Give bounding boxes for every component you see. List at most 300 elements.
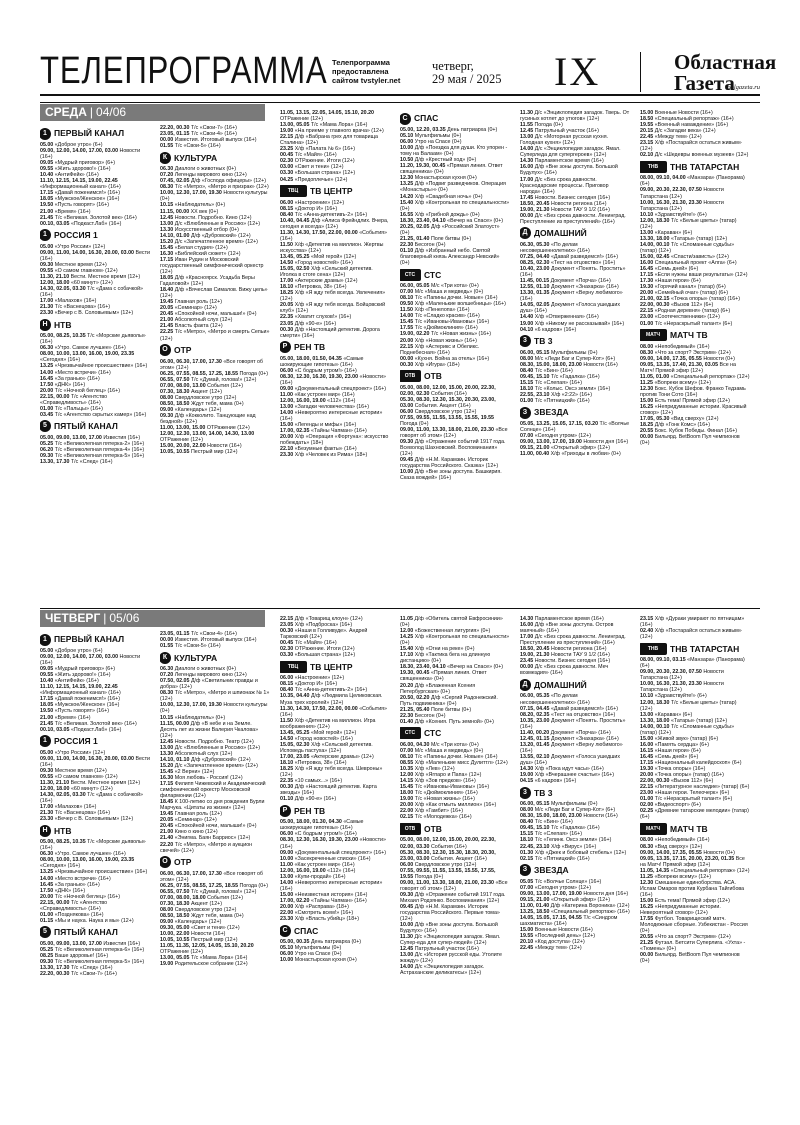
program-listing: 17.00, 02.35 «Тайны Чапман» (16+) xyxy=(280,428,367,435)
program-listing: 18.30, 23.40, 04.10 «Вечер на Спасе» (0+) xyxy=(400,217,504,224)
program-listing: 09.30 Д/ф «Отражение событий 1917 года. Всеволод Шахновский. Воспоминания» (12+) xyxy=(400,439,506,458)
program-listing: 10.40 «АнтиФейк» (16+) xyxy=(40,172,99,179)
program-listing: 15.45 Т/с «Ивановы-Ивановы» (16+) xyxy=(400,319,490,326)
channel-logo-icon: СТС xyxy=(400,727,421,739)
program-listing: 08.30 Т/с «Метро», «Метро и шпионаж № 1» (12+) xyxy=(160,690,270,703)
program-listing: 13.00, 05.05 Т/с «Мама Лора» (16+) xyxy=(160,955,248,962)
program-listing: 09.00, 11.00, 14.00, 16.30, 20.00, 03.00 Вести (16+) xyxy=(40,249,150,262)
program-listing: 12.30 Монастырская кухня (0+) xyxy=(400,175,477,182)
program-listing: 19.30 «Точка опоры» (16+) xyxy=(640,766,706,773)
program-listing: 00.00 Бильярд. BetBoom Пул чемпионов (0+) xyxy=(640,952,740,965)
program-listing: 05.00, 12.20, 03.35 День патриарха (0+) xyxy=(400,127,498,133)
program-listing: 07.30, 18.30 Акцент (12+) xyxy=(160,900,223,907)
program-listing: 13.30, 17.30 Т/с «След» (16+) xyxy=(40,459,113,466)
program-listing: 19.00, 21.30 Новости ТАУ 9 1/2 (16+) xyxy=(520,652,610,659)
program-listing: 00.30 Х/ф «Игура» (18+) xyxy=(400,361,460,368)
program-listing: 10.40, 04.45 Д/ф «Алиса Фрейндлих. Вчера, сегодня и всегда» (12+) xyxy=(280,217,389,230)
program-listing: 14.30, 02.05, 03.30 Т/с «Дама с собачкой» (16+) xyxy=(40,791,143,805)
day-divider xyxy=(40,102,760,103)
program-listing: 10.00, 16.30, 21.30, 23.30 Новости Татарстана (12+) xyxy=(640,681,724,694)
channel-header xyxy=(280,341,390,354)
program-listing: 12.45 Патрульный участок (16+) xyxy=(400,946,479,953)
channel-name: ТНВ ТАТАРСТАН xyxy=(670,161,740,172)
channel-header xyxy=(40,824,150,837)
program-listing: 12.55, 01.10 Документ «Знахарка» (16+) xyxy=(520,284,619,291)
program-listing: 18.45 К 100-летию со дня рождения Бурли Марчука. «Цитаты из жизни» (12+) xyxy=(160,799,265,812)
program-listing: 18.10 «Петровка, 38» (16+) xyxy=(280,284,347,291)
program-listing: 19.50 «Пусть говорят» (16+) xyxy=(40,708,109,715)
program-listing: 14.05, 02.05 Документ «Голоса ушедших душ» (16+) xyxy=(520,302,621,315)
program-listing: 17.05, 05.30 «Вид сверху» (12+) xyxy=(640,416,719,423)
program-listing: 21.00 «Время» (16+) xyxy=(40,714,91,721)
channel-logo-icon: ТНВ xyxy=(640,161,667,173)
program-listing: 11.30, 14.30, 17.50, 22.00, 00.00 «События» (16+) xyxy=(280,705,387,718)
program-listing: 22.15 «Родная деревня» (татар) (6+) xyxy=(640,308,731,315)
program-listing: 11.25 «Вопреки всему» (12+) xyxy=(640,873,712,880)
program-listing: 06.00 Свердловское утро (12+) xyxy=(400,408,477,415)
channel-header xyxy=(640,642,750,655)
program-listing: 00.00 Д/с «Без срока давности. Ленинград. Преступление из преступлений» (16+) xyxy=(520,212,626,225)
program-listing: 08.50, 18.50 Ждут тебя, мама (0+) xyxy=(160,912,244,919)
program-listing: 08.55 Х/ф «Маленькие мисс Дулиттл» (12+) xyxy=(400,759,508,766)
program-listing: 15.15 Т/с «Слепая» (16+) xyxy=(520,831,582,838)
program-listing: 11.05, 01.00 «Специальный репортаж» (12+) xyxy=(640,373,750,380)
channel-name: ТВ ЦЕНТР xyxy=(310,186,353,197)
program-listing: 07.25, 04.40 «Давай разведемся!» (16+) xyxy=(520,253,618,260)
program-listing: 11.10, 12.15, 14.15, 19.00, 22.45 «Информационный канал» (16+) xyxy=(40,178,121,191)
program-listing: 18.50 «Специальный репортаж» (16+) xyxy=(640,116,734,123)
channel-header xyxy=(640,822,750,835)
program-listing: 09.30 Т/с «Великолепная пятерка-5» (16+) xyxy=(40,453,145,460)
channel-name: МАТЧ ТВ xyxy=(670,823,708,834)
program-listing: 10.00 Монастырская кухня (0+) xyxy=(280,957,357,964)
program-listing: 13.25 «Чрезвычайное происшествие» (16+) xyxy=(40,869,148,876)
program-listing: 17.10 Х/ф «Тактика бега на длинную дистанцию» (0+) xyxy=(400,652,491,665)
program-listing: 07.55, 09.55, 11.55, 13.55, 15.55, 19.55 Погода (0+) xyxy=(400,414,494,428)
program-listing: 20.55 Бокс. Кубок Победы. Финал (16+) xyxy=(640,428,738,435)
program-listing: 09.00, 14.00, 17.35, 05.55 Новости (0+) xyxy=(640,355,735,362)
program-listing: 13.00 «Караван» (6+) xyxy=(640,229,693,236)
program-listing: 06.00, 05.15 Мультфильмы (0+) xyxy=(520,801,598,808)
channel-header xyxy=(160,344,270,357)
program-listing: 11.05, 14.35 «Специальный репортаж» (12+) xyxy=(640,867,750,874)
program-listing: 23.05 Д/ф «90-е» (16+) xyxy=(280,320,337,327)
program-listing: 15.00, 02.45 «Спасти/зависть» (12+) xyxy=(640,253,729,260)
program-listing: 15.05, 02.50 Х/ф «Сельский детектив. Иголка в стоге сена» (12+) xyxy=(280,266,373,279)
program-listing: 19.00 Х/ф «Вчерашнее счастье» (16+) xyxy=(520,772,615,779)
program-listing: 10.35, 04.40 Д/ф «Людмила Целиковская. Муза трех королей» (12+) xyxy=(280,693,383,706)
site-url: oblgazeta.ru xyxy=(727,84,760,91)
program-listing: 23.00 «Соотечественники» (12+) xyxy=(640,314,720,321)
program-listing: 19.00 «На приеме у главного врача» (12+) xyxy=(280,128,384,135)
program-listing: 13.00 Д/с «История русской еды. Утолите жажду» (12+) xyxy=(400,952,502,965)
channel-name: ТВ 3 xyxy=(534,787,553,798)
program-listing: 07.30, 18.30 Акцент (12+) xyxy=(160,388,223,395)
program-listing: 19.00 Родительское собрание (12+) xyxy=(160,961,248,968)
program-listing: 14.25 Х/ф «Контрольная по специальности» (0+) xyxy=(400,634,510,647)
program-listing: 08.00 М/с «Леди Баг и Супер-Кот» (6+) xyxy=(520,355,616,362)
program-listing: 17.00, 23.05 «Актерские драмы» (12+) xyxy=(280,753,374,760)
program-listing: 08.15 «Доктор И» (16+) xyxy=(280,205,338,212)
program-listing: 17.00 «Малахов» (16+) xyxy=(40,298,97,305)
program-listing: 22.20, 00.30 Т/с «Свои-7» (16+) xyxy=(160,125,237,131)
channel-name: СТС xyxy=(424,269,442,280)
program-listing: 17.00 Д/с «Без срока давности. Краснодарские процессы. Приговор народа» (16+) xyxy=(520,176,609,195)
section-title: ТЕЛЕПРОГРАММА xyxy=(40,50,328,92)
program-listing: 08.50, 18.50 Ждут тебя, мама (0+) xyxy=(160,400,244,407)
program-listing: 18.05 Д/ф «Красноярск. Усадьба Веры Гадаловой» (12+) xyxy=(160,275,255,288)
program-listing: 16.30 Моя любовь - Россия! (12+) xyxy=(160,774,243,781)
program-listing: 01.55 Т/с «Свои-5» (16+) xyxy=(160,643,221,650)
program-listing: 00.00 Д/с «Без срока давности. Меч возмездия» (16+) xyxy=(520,664,609,677)
program-listing: 09.15, 21.00 «Открытый эфир» (12+) xyxy=(520,445,611,452)
channel-header xyxy=(520,678,630,691)
program-listing: 21.00 Кино о кино (12+) xyxy=(160,829,218,836)
program-listing: 14.00 «Место встречи» (16+) xyxy=(40,369,111,376)
program-listing: 10.35, 23.00 Документ «Понять. Простить» (16+) xyxy=(520,717,626,730)
channel-name: РОССИЯ 1 xyxy=(54,230,98,241)
program-listing: 19.45 Главная роль (12+) xyxy=(160,811,222,818)
program-listing: 12.30 Бокс. Кубок Шефов. Франко Тедзамь против Тони Сото (16+) xyxy=(640,385,746,398)
program-listing: 08.25, 02.30 «Тест на отцовство» (16+) xyxy=(520,260,616,267)
program-listing: 07.50, 02.05 Д/ф «Светильник правды и добра» (12+) xyxy=(160,678,258,691)
program-listing: 05.00 «Утро России» (12+) xyxy=(40,243,106,250)
program-listing: 10.00 Д/ф «Вне зоны доступа. Большой Будулух» (16+) xyxy=(400,922,498,935)
masthead xyxy=(40,49,777,96)
listing-column xyxy=(520,616,630,1091)
program-listing: 18.00 Т/с «Дюймоклиния» (16+) xyxy=(400,790,478,797)
program-listing: 00.00 Известия. Итоговый выпуск (16+) xyxy=(160,637,257,644)
program-listing: 23.00 «Наши герои. Телеочерк» (6+) xyxy=(640,790,730,797)
channel-logo-icon: Р xyxy=(280,341,291,353)
program-listing: 22.25 Т/с «Метро», «Метро и смерть Сепьи» (12+) xyxy=(160,329,270,342)
program-listing: 11.00 «Как устроен мир» (16+) xyxy=(280,391,355,398)
channel-name: СТС xyxy=(424,728,442,739)
channel-logo-icon: ТВЦ xyxy=(280,185,307,197)
program-listing: 22.30 Бесогон (0+) xyxy=(400,241,446,248)
program-listing: 21.25, 05.40 Поле битвы (0+) xyxy=(400,706,472,713)
channel-header xyxy=(40,633,150,646)
program-listing: 04.15 «6 кадров» (16+) xyxy=(520,778,577,785)
channel-header xyxy=(400,370,510,383)
program-listing: 14.10, 01.10 Д/ф «Дубровский» (12+) xyxy=(160,756,251,763)
listing-column xyxy=(280,616,390,1091)
program-listing: 12.00, 12.30, 13.00, 14.00, 14.30, 13.00 ОТРажение (12+) xyxy=(160,431,255,444)
program-listing: 08.10 Т/с «Папины дочки. Новые» (16+) xyxy=(400,295,498,302)
program-listing: 00.10, 03.05 «Подкаст.Лаб» (16+) xyxy=(40,220,122,227)
program-listing: 15.45 Т/с «Ивановы-Ивановы» (16+) xyxy=(400,784,490,791)
program-listing: 00.45 Т/с «Майя» (16+) xyxy=(280,640,337,647)
program-listing: 13.30 Искусственный отбор (0+) xyxy=(160,226,239,233)
program-listing: 16.00 «Память сердца» (6+) xyxy=(640,741,710,748)
program-listing: 11.25 «Вопреки всему» (12+) xyxy=(640,379,712,386)
program-listing: 15.40 Х/ф «Огни на реке» (0+) xyxy=(400,646,475,653)
program-listing: 00.00 Бильярд. BetBoom Пул чемпионов (0+) xyxy=(640,434,740,447)
day-divider xyxy=(40,608,760,609)
program-listing: 05.25 Т/с «Великолепная пятерка-6» (16+) xyxy=(40,946,145,953)
program-listing: 09.05, 13.35, 17.40, 21.30, 03.05 Все на Матч! Прямой эфир (12+) xyxy=(640,361,737,374)
program-listing: 19.00 Х/ф «Никому не рассказывай» (16+) xyxy=(520,320,625,327)
program-listing: 02.00 «Видеоспорт» (6+) xyxy=(640,802,701,809)
program-listing: 05.00, 00.35 День патриарха (0+) xyxy=(280,939,362,946)
program-listing: 14.30, 02.05, 03.30 Т/с «Дама с собачкой» (16+) xyxy=(40,285,143,299)
channel-name: ОТР xyxy=(174,857,192,868)
program-listing: 03.45 Т/с «Агентство скрытых камер» (16+) xyxy=(40,411,147,418)
program-listing: 05.00, 08.25, 10.35 Т/с «Морские дьяволы» (16+) xyxy=(40,333,146,346)
program-listing: 06.00 «Настроение» (12+) xyxy=(280,199,345,206)
program-listing: 17.55 Т/с «Дюймоклиния» (16+) xyxy=(400,325,478,332)
program-listing: 20.00 «Семейный очаг» (татар) (6+) xyxy=(640,290,729,297)
program-listing: 15.20 Д/с «Запечатленное время» (12+) xyxy=(160,238,258,245)
program-listing: 18.40 Д/ф «Вячеслав Сималов. Вижу цель» (12+) xyxy=(160,287,268,300)
channel-name: ТВ 3 xyxy=(534,336,553,347)
day-name: ЧЕТВЕРГ xyxy=(45,611,101,625)
program-listing: 06.20 Т/с «Великолепная пятерка-4» (16+) xyxy=(40,446,145,453)
program-listing: 01.15 «Мы и наука. Наука и мы» (12+) xyxy=(40,917,134,924)
program-listing: 22.45 «Между тем» (12+) xyxy=(640,134,702,141)
program-listing: 12.00, 16.00, 19.00 «112» (16+) xyxy=(280,397,356,404)
listing-column xyxy=(40,631,150,1091)
channel-logo-icon: 1 xyxy=(40,735,51,747)
program-listing: 13.00 «Загадки человечества» (16+) xyxy=(280,404,369,411)
program-listing: 15.00 Военные Новости (16+) xyxy=(640,110,713,116)
program-listing: 08.40 Т/с «Анна-детективъ-2» (16+) xyxy=(280,211,368,218)
program-listing: 16.00 Д/ф «Вне зоны доступа. Большой Будулух» (16+) xyxy=(520,164,618,177)
channel-logo-icon: Д xyxy=(520,679,531,691)
program-listing: 17.00 «Малахов» (16+) xyxy=(40,804,97,811)
channel-logo-icon: Р xyxy=(280,805,291,817)
program-listing: 07.00, 08.00, 18.00 События (12+) xyxy=(160,894,243,901)
program-listing: 03.30 «Большая страна» (12+) xyxy=(280,170,356,177)
issue-weekday: четверг, xyxy=(432,59,474,73)
channel-name: ДОМАШНИЙ xyxy=(534,679,587,690)
program-listing: 14.00 «Место встречи» (16+) xyxy=(40,875,111,882)
program-listing: 07.00 «Сегодня утром» (12+) xyxy=(520,433,591,440)
channel-logo-icon: К xyxy=(160,652,171,664)
program-listing: 19.30, 00.45 «Прямая линия. Ответ священника» (0+) xyxy=(400,670,487,683)
program-listing: 09.00, 20.30, 22.30, 07.50 Новости Татарстана (12+) xyxy=(640,187,724,200)
program-listing: 15.45 «2 Верни» (12+) xyxy=(160,768,215,775)
program-listing: 16.25 «Непридуманные истории. Невероятный сговор» (12+) xyxy=(640,903,721,917)
program-listing: 02.40 Х/ф «Постарайся остаться живым» (12+) xyxy=(640,628,742,641)
program-listing: 23.30 Х/ф «Человек из Рима» (18+) xyxy=(280,452,368,459)
channel-name: ЗВЕЗДА xyxy=(534,865,569,876)
program-listing: 20.05 «Семинар» (12+) xyxy=(160,817,217,824)
channel-name: РОССИЯ 1 xyxy=(54,736,98,747)
listing-column xyxy=(640,616,750,1091)
program-listing: 08.30 Т/с «Метро», «Метро и призрак» (12+) xyxy=(160,184,269,191)
program-listing: 13.30, 01.35 Документ «Верну любимого» (16+) xyxy=(520,290,623,303)
program-listing: 22.00 Х/ф «Гамбит» (16+) xyxy=(400,808,463,815)
program-listing: 15.15 Т/с «Слепая» (16+) xyxy=(520,379,582,386)
program-listing: 13.00, 05.05 Т/с «Мама Лора» (16+) xyxy=(280,122,368,129)
program-listing: 18.05 «Мужское/Женское» (16+) xyxy=(40,702,120,709)
program-listing: 23.15 Х/ф «Дураки умирают по пятницам» (16+) xyxy=(640,616,745,629)
channel-header xyxy=(280,804,390,817)
program-listing: 08.30 «Вид сверху» (12+) xyxy=(640,843,703,850)
program-listing: 22.15 Д/ф «Товарищ клоун» (12+) xyxy=(280,616,363,622)
brand-line-2: Газета xyxy=(674,71,735,95)
channel-header xyxy=(160,651,270,664)
program-listing: 17.15 «Давай поженимся!» (16+) xyxy=(40,190,121,197)
program-listing: 11.50 Х/ф «Детектив на миллион. Жертвы искусства» (12+) xyxy=(280,241,384,254)
program-listing: 07.20 Легенды мирового кино (12+) xyxy=(160,672,247,679)
program-listing: 12.00, 16.00, 19.00 «112» (16+) xyxy=(280,867,356,874)
program-listing: 08.40 Т/с «Анна-детективъ-2» (16+) xyxy=(280,687,368,694)
program-listing: 09.30 Местное время (12+) xyxy=(40,767,107,774)
program-listing: 21.30 Т/с «Васнецова» (16+) xyxy=(40,304,111,311)
program-listing: 17.45 Новости. Бизнес сегодня (16+) xyxy=(520,194,611,201)
program-listing: 14.15 Х/ф «Зов предков» (16+) xyxy=(400,778,476,785)
channel-logo-icon: З xyxy=(520,864,531,876)
program-listing: 11.10, 12.15, 14.15, 19.00, 22.45 «Информационный канал» (16+) xyxy=(40,684,121,697)
channel-logo-icon: ОТВ xyxy=(400,823,421,835)
program-listing: 14.05, 15.05, 17.15, 04.55 Т/с «Синдром шахматиста» (16+) xyxy=(520,914,618,927)
program-listing: 11.00, 01.40 Д/ф «Катерина Вороника» (12+) xyxy=(520,902,630,909)
channel-name: ОТВ xyxy=(424,823,442,834)
program-listing: 18.10 Т/с «Колыс. Оксэ земли» (16+) xyxy=(520,385,611,392)
program-listing: 09.00, 14.00, 17.35, 05.55 Новости (0+) xyxy=(640,849,735,856)
program-listing: 01.00 Т/с «Нераскрытый талант» (6+) xyxy=(640,796,733,803)
channel-logo-icon: С xyxy=(400,113,411,125)
program-listing: 14.30 Х/ф «Пока идут часы» (16+) xyxy=(520,766,604,773)
program-listing: 14.30 Парламентское время (16+) xyxy=(520,158,604,165)
program-listing: 09.00, 13.00, 17.00, 19.00 Новости дня (16+) xyxy=(520,439,629,446)
program-listing: 18.30, 23.40, 04.10 «Вечер на Спасе» (0+) xyxy=(400,664,504,671)
program-listing: 18.25 Х/ф «Я жду тебя всегда. Шевроны» (12+) xyxy=(280,766,383,779)
program-listing: 08.40 Т/с «Бин» (16+) xyxy=(520,819,573,826)
source-credit: Телепрограмма предоставлена сайтом tvstyler.net xyxy=(332,58,401,85)
program-listing: 21.00 Абсолютный слух (12+) xyxy=(160,317,233,324)
channel-header xyxy=(40,229,150,242)
channel-name: РЕН ТВ xyxy=(294,805,326,816)
program-listing: 15.00 Есть тема! Прямой эфир (12+) xyxy=(640,397,730,404)
program-listing: 23.30 «Вечер с В. Соловьевым» (12+) xyxy=(40,816,134,823)
program-listing: 08.00 Свердловское утро (12+) xyxy=(160,394,237,401)
program-listing: 11.05, 13.15, 22.05, 14.05, 15.10, 20.20 ОТРажение (12+) xyxy=(280,110,374,123)
program-listing: 22.35 «10 самых...» (16+) xyxy=(280,778,343,785)
channel-header xyxy=(40,127,150,140)
program-listing: 08.30, 12.30, 16.30, 19.30, 23.00 «Новости» (16+) xyxy=(280,837,386,850)
channel-name: РЕН ТВ xyxy=(294,342,326,353)
program-listing: 06.30 «Утро. Самое лучшее» (16+) xyxy=(40,345,126,352)
channel-name: СПАС xyxy=(294,925,319,936)
channel-name: ТВ ЦЕНТР xyxy=(310,661,353,672)
channel-logo-icon: Н xyxy=(40,825,51,837)
issue-day: 29 мая / 2025 xyxy=(432,72,502,86)
channel-name: ЗВЕЗДА xyxy=(534,407,569,418)
program-listing: 06.00, 06.30, 17.00, 17.30 «Все говорят об этом» (12+) xyxy=(160,358,263,371)
program-listing: 13.25, 18.50 «Специальный репортаж» (16+) xyxy=(520,908,630,915)
program-listing: 10.00 Д/ф «Вне зоны доступа. Башкирия. Сказа вождей» (16+) xyxy=(400,469,502,482)
channel-header xyxy=(160,856,270,869)
program-listing: 20.00 Х/ф «Новая жизнь» (16+) xyxy=(400,337,477,344)
program-listing: 12.00 «Божественная литургия» (0+) xyxy=(400,628,491,635)
channel-logo-icon: 1 xyxy=(40,229,51,241)
program-listing: 16.45 «За гранью» (16+) xyxy=(40,375,100,382)
program-listing: 08.00 «Непобедимый» (16+) xyxy=(640,837,710,844)
program-listing: 20.00 Х/ф «Операция «Фортуна»: искусство побеждать» (18+) xyxy=(280,434,389,447)
channel-name: ПЯТЫЙ КАНАЛ xyxy=(54,421,118,432)
program-listing: 14.00 Т/с «Сладко красив» (16+) xyxy=(400,313,480,320)
program-listing: 09.00 «Документальный спецпроект» (16+) xyxy=(280,849,387,856)
program-listing: 09.55 «Жить здорово!» (16+) xyxy=(40,672,111,679)
listing-column xyxy=(640,110,750,605)
program-listing: 07.15, 04.45 «Давай разведемся!» (16+) xyxy=(520,705,618,712)
program-listing: 22.15, 00.00 Т/с «Агентство «Справедливость» (16+) xyxy=(40,393,108,406)
program-listing: 16.30 «Библейский сюжет» (12+) xyxy=(160,250,241,257)
program-listing: 10.40, 23.00 Документ «Понять. Простить» (16+) xyxy=(520,266,626,279)
program-listing: 15.00 Военные Новости (16+) xyxy=(520,927,593,934)
program-listing: 23.05, 01.15 Т/с «Свои-4» (16+) xyxy=(160,631,237,637)
program-listing: 09.00, 13.00, 17.00, 19.00 Новости дня (16+) xyxy=(520,890,629,897)
program-listing: 01.00 Т/с «Пятницкий» (16+) xyxy=(520,397,590,404)
program-listing: 21.00, 02.15 «Точка опоры» (татар) (16+) xyxy=(640,296,741,303)
program-listing: 13.45, 05.25 «Мой герой» (12+) xyxy=(280,729,357,736)
program-listing: 03.30 «Большая страна» (12+) xyxy=(280,652,356,659)
program-listing: 11.05, 11.35, 12.05, 14.05, 15.10, 20.20 ОТРажение (12+) xyxy=(160,943,254,956)
channel-name: КУЛЬТУРА xyxy=(174,152,218,163)
channel-name: ПЕРВЫЙ КАНАЛ xyxy=(54,128,125,139)
program-listing: 23.25 Х/ф «Палата № 6» (16+) xyxy=(280,146,356,153)
program-listing: 10.15 «Наблюдатель» (0+) xyxy=(160,202,226,209)
program-listing: 13.30, 18.00 «Татары» (татар) (12+) xyxy=(640,717,728,724)
listing-column xyxy=(280,110,390,605)
program-listing: 12.45 Новости. Подробно. Кино (12+) xyxy=(160,214,252,221)
program-listing: 02.10 Д/с «Шедевры военных музеев» (12+) xyxy=(640,152,749,159)
program-listing: 00.30 Д/ф «Настоящий детектив. Карта звезды» (16+) xyxy=(280,784,377,797)
day-header-wednesday: СРЕДА | 04/06 xyxy=(40,104,265,121)
channel-header xyxy=(640,329,750,342)
program-listing: 13.00 Д/с «Влюбленные в Россию» (12+) xyxy=(160,220,261,227)
program-listing: 08.00, 10.00, 13.00, 16.00, 19.00, 23.35 «Сегодня» (16+) xyxy=(40,857,135,870)
program-listing: 09.00 «Документальный спецпроект» (16+) xyxy=(280,385,387,392)
program-listing: 08.00 «Непобедимый» (16+) xyxy=(640,343,710,350)
channel-logo-icon: 1 xyxy=(40,128,51,140)
program-listing: 17.50 «ДНК» (16+) xyxy=(40,887,86,894)
program-listing: 12.00 Х/ф «Ягпаро и Папа» (12+) xyxy=(400,772,482,779)
program-listing: 06.00 «Настроение» (12+) xyxy=(280,675,345,682)
program-listing: 07.00 М/с «Маша и медведь» (0+) xyxy=(400,747,484,754)
program-listing: 09.00, 20.30, 22.30, 07.50 Новости Татарстана (12+) xyxy=(640,669,724,682)
channel-logo-icon: С xyxy=(280,925,291,937)
program-listing: 09.30 Д/ф «Отражение событий 1917 года. Михаил Родзянко. Воспоминания» (12+) xyxy=(400,891,506,904)
program-listing: 21.45 Т/с «Великая. Золотой век» (16+) xyxy=(40,214,137,221)
program-listing: 13.25 Д/ф «Подвиг разведчиков. Операция «Монастырь»» (0+) xyxy=(400,181,506,194)
program-listing: 13.30 Абсолютный слух (12+) xyxy=(160,750,233,757)
program-listing: 11.45, 00.15 Документ «Порча» (16+) xyxy=(520,278,611,285)
program-listing: 12.00, 18.30 Т/с «Белые цветы» (татар) (12+) xyxy=(640,699,737,712)
program-listing: 20.05 «Семинар» (12+) xyxy=(160,305,217,312)
program-listing: 23.05, 01.15 Т/с «Свои-4» (16+) xyxy=(160,131,237,138)
channel-header xyxy=(520,227,630,240)
channel-logo-icon: МАТЧ xyxy=(640,823,667,835)
program-listing: 10.15 «Наблюдатель» (0+) xyxy=(160,714,226,721)
program-listing: 09.30, 05.00 «Свет и тени» (12+) xyxy=(160,925,240,932)
program-listing: 18.10 «Петровка, 38» (16+) xyxy=(280,759,347,766)
brand-line-1: Областная xyxy=(674,50,777,74)
program-listing: 01.30 Х/ф «Джек и бобовый стебель» (12+) xyxy=(520,849,627,856)
program-listing: 09.00 «Календарь» (12+) xyxy=(160,406,222,413)
program-listing: 13.00 «Купи-продай» (16+) xyxy=(280,873,346,880)
program-listing: 06.00 Свердловское утро (12+) xyxy=(400,861,477,868)
program-listing: 18.10 Т/с «Гелинк. Оксэ земли» (16+) xyxy=(520,837,612,844)
channel-logo-icon: ОТВ xyxy=(400,370,421,382)
program-listing: 08.00 М/с «Леди Баг и Супер-Кот» (6+) xyxy=(520,807,616,814)
channel-logo-icon: Д xyxy=(520,227,531,239)
channel-logo-icon: О xyxy=(160,856,171,868)
program-listing: 07.45, 02.05 Д/ф «Господа офицеры» (12+) xyxy=(160,178,266,185)
